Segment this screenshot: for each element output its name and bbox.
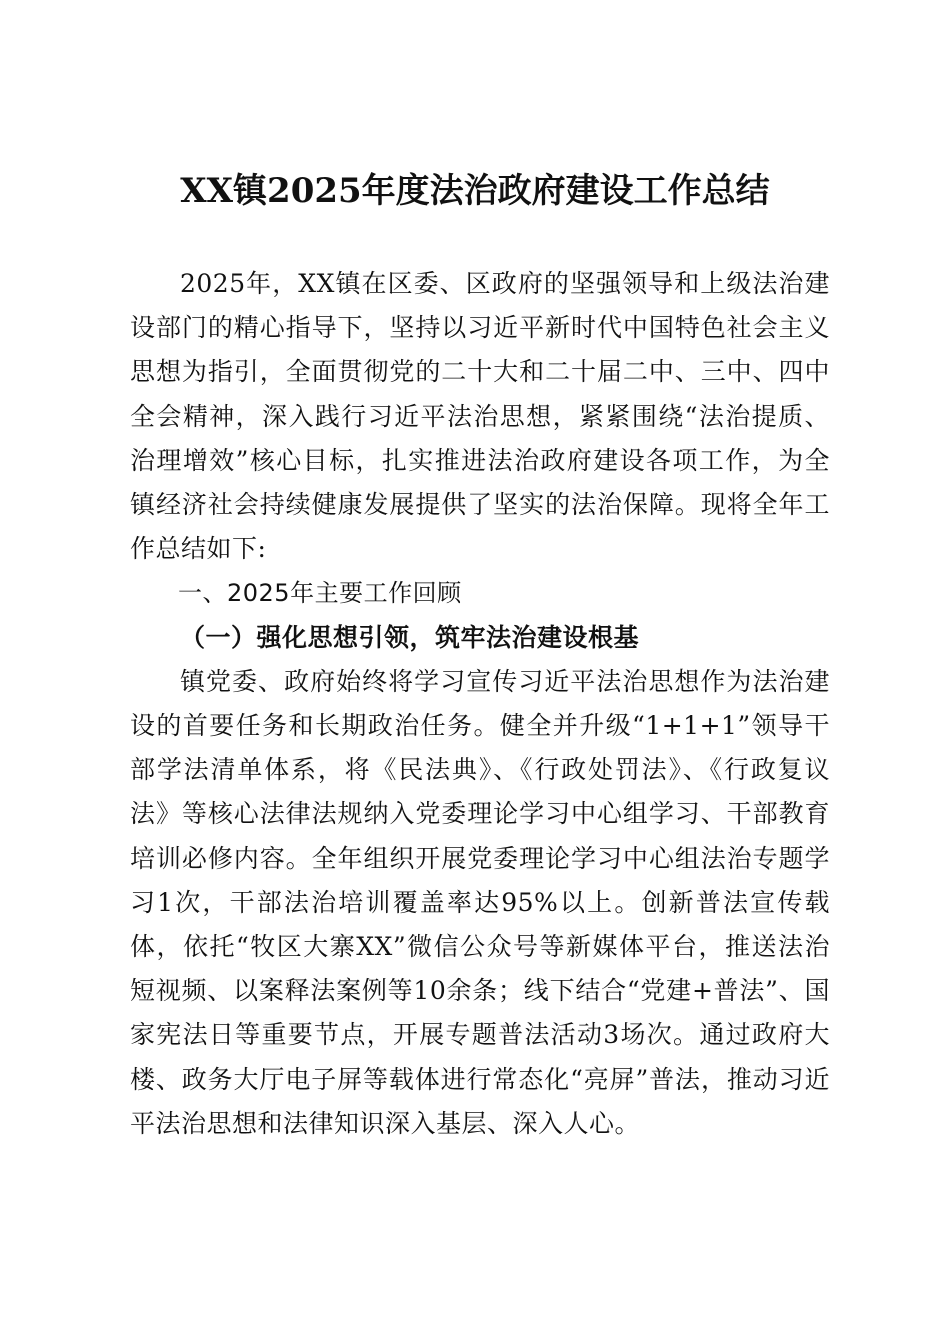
- section-heading: 一、2025年主要工作回顾: [178, 579, 462, 608]
- intro-paragraph: 2025年，XX镇在区委、区政府的坚强领导和上级法治建设部门的精心指导下，坚持以习近平新时代中国特色社会主义思想为指引，全面贯彻党的二十大和二十届二中、三中、四中全会精神，深入践行习近平法治思想，紧紧围绕“法治提质、治理增效”核心目标，扎实推进法治政府建设各项工作，为全镇经济社会持续健康发展提供了坚实的法治保障。现将全年工作总结如下:: [130, 269, 830, 564]
- subsection-heading: （一）强化思想引领，筑牢法治建设根基: [180, 622, 640, 652]
- document-body: [130, 262, 830, 1146]
- document-title: XX镇2025年度法治政府建设工作总结: [180, 171, 770, 211]
- subsection-paragraph: 镇党委、政府始终将学习宣传习近平法治思想作为法治建设的首要任务和长期政治任务。健全并升级“1+1+1”领导干部学法清单体系，将《民法典》、《行政处罚法》、《行政复议法》等核心法律法规纳入党委理论学习中心组学习、干部教育培训必修内容。全年组织开展党委理论学习中心组法治专题学习1次，干部法治培训覆盖率达95%以上。创新普法宣传载体，依托“牧区大寨XX”微信公众号等新媒体平台，推送法治短视频、以案释法案例等10余条；线下结合“党建+普法”、国家宪法日等重要节点，开展专题普法活动3场次。通过政府大楼、政务大厅电子屏等载体进行常态化“亮屏”普法，推动习近平法治思想和法律知识深入基层、深入人心。: [130, 666, 830, 1138]
